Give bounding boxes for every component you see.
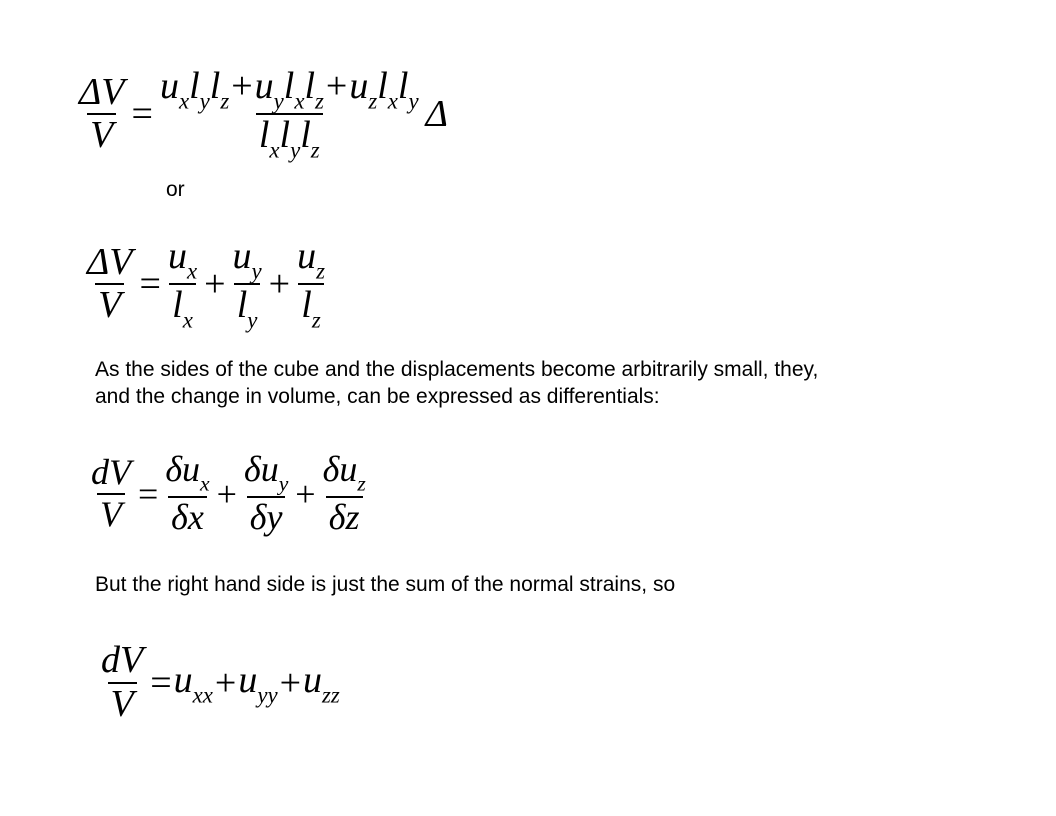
eq1-term-1: $u_xl_yl_z$ (159, 65, 230, 114)
eq1-lhs-denominator: V (87, 113, 116, 157)
eq4-term-1: $u_{xx}$ (173, 658, 213, 707)
eq2-term-2: $\frac{u_y}{l_y}$ (232, 235, 262, 333)
eq1-lhs-numerator: ΔV (79, 70, 125, 113)
eq2-lhs-fraction (84, 242, 136, 328)
eq4-equals: = (150, 661, 172, 704)
eq3-lhs-numerator: dV (91, 452, 131, 493)
eq4-term-2: $u_{yy}$ (238, 658, 278, 707)
eq4-term-3: $u_{zz}$ (303, 658, 340, 707)
eq1-term-2: $u_yl_xl_z$ (254, 65, 324, 114)
eq2-plus: + (268, 263, 291, 306)
eq3-plus: + (295, 474, 316, 515)
equation-3 (86, 450, 371, 538)
paragraph-line-1: As the sides of the cube and the displacements become arbitrarily small, they, (95, 358, 819, 381)
eq1-lhs-fraction (76, 72, 128, 158)
eq2-term-1: $\frac{u_x}{l_x}$ (167, 235, 198, 333)
eq3-lhs-fraction (88, 453, 134, 534)
eq3-lhs-denominator: V (97, 493, 125, 535)
eq4-plus: + (279, 661, 302, 704)
eq1-rhs-fraction (157, 66, 422, 163)
eq3-term-1: $\frac{\delta u_x}{\delta x}$ (165, 449, 210, 538)
eq4-lhs-denominator: V (108, 682, 137, 726)
eq3-equals: = (138, 474, 159, 515)
equation-2 (82, 236, 330, 333)
equation-1 (74, 66, 450, 163)
eq1-delta-factor: Δ (425, 93, 448, 136)
eq3-plus: + (216, 474, 237, 515)
eq4-lhs-numerator: dV (101, 639, 144, 681)
equation-4 (96, 640, 340, 726)
eq1-term-3: $u_zl_xl_y$ (349, 65, 419, 114)
eq2-term-3: $\frac{u_z}{l_z}$ (297, 235, 325, 333)
eq2-plus: + (204, 263, 226, 306)
paragraph-differentials (95, 356, 818, 410)
eq2-lhs-denominator: V (95, 283, 124, 327)
connector-or: or (166, 178, 185, 201)
eq1-plus: + (325, 65, 348, 107)
paragraph-line-2: and the change in volume, can be expressed as differentials: (95, 385, 660, 408)
eq1-rhs-numerator (157, 66, 422, 113)
eq2-lhs-numerator: ΔV (87, 240, 133, 283)
eq1-plus: + (231, 65, 253, 107)
eq4-plus: + (214, 661, 237, 704)
eq4-lhs-fraction (98, 640, 146, 726)
paragraph-normal-strains: But the right hand side is just the sum of the normal strains, so (95, 573, 676, 596)
eq2-equals: = (139, 263, 161, 306)
eq1-equals: = (131, 93, 153, 136)
eq3-term-3: $\frac{\delta u_z}{\delta z}$ (322, 449, 366, 538)
eq1-rhs-denominator: $l_xl_yl_z$ (256, 113, 323, 162)
eq3-term-2: $\frac{\delta u_y}{\delta y}$ (243, 449, 289, 538)
